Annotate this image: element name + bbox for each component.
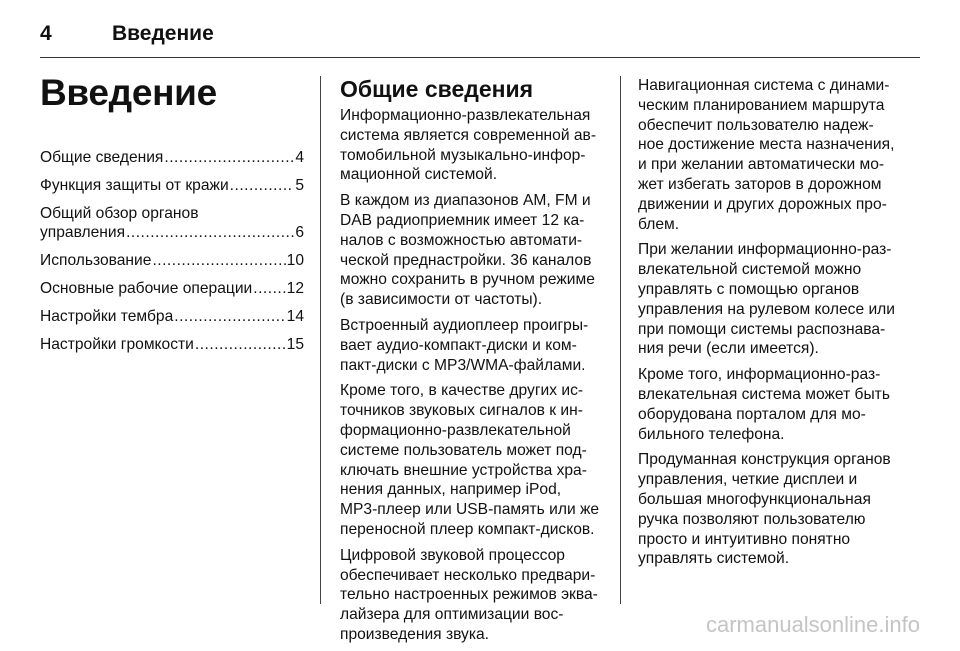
toc-page-number: 4 (295, 149, 304, 166)
toc-entry-label: Использование (40, 252, 152, 270)
text-line: ческой преднастройки. 36 каналов (340, 251, 592, 269)
toc-page-number: 10 (286, 252, 304, 270)
text-line: просто и интуитивно понятно (638, 530, 851, 548)
column-3-text (638, 76, 902, 569)
text-line: ключать внешние устройства хра- (340, 461, 587, 479)
paragraph (340, 191, 604, 310)
chapter-title: Введение (40, 72, 217, 113)
text-line: движении и других дорожных про- (638, 195, 887, 213)
page-header (40, 18, 214, 50)
paragraph (638, 450, 902, 569)
toc-leader-dots (164, 148, 294, 168)
text-line: влекательная система может быть (638, 385, 890, 403)
text-line: Навигационная система с динами- (638, 77, 890, 94)
toc-entry-label: Общий обзор органов (40, 204, 199, 222)
text-line: большая многофункциональная (638, 490, 871, 508)
toc-entry[interactable] (40, 307, 304, 327)
paragraph (340, 546, 604, 645)
text-line: (в зависимости от частоты). (340, 291, 543, 309)
text-line: и при желании автоматически мо- (638, 156, 885, 174)
page-number: 4 (40, 22, 52, 45)
text-line: ручка позволяют пользователю (638, 510, 866, 528)
text-line: управления на рулевом колесе или (638, 300, 895, 318)
text-line: Встроенный аудиоплеер проигры- (340, 316, 589, 334)
toc-entry-label: Функция защиты от кражи (40, 176, 229, 194)
text-line: DAB радиоприемник имеет 12 ка- (340, 211, 585, 229)
text-line: лайзера для оптимизации вос- (340, 606, 564, 624)
text-line: можно сохранить в ручном режиме (340, 271, 595, 289)
text-line: точников звуковых сигналов к ин- (340, 402, 583, 420)
paragraph (638, 365, 902, 444)
text-line: томобильной музыкально-инфор- (340, 146, 586, 164)
running-header-title: Введение (112, 22, 214, 45)
column-divider-2 (620, 76, 621, 604)
toc-entry[interactable] (40, 335, 304, 355)
toc-page-number: 14 (286, 307, 304, 325)
text-line: формационно-развлекательной (340, 421, 571, 439)
text-line: пакт-диски с MP3/WMA-файлами. (340, 356, 586, 374)
toc-entry-label: Общие сведения (40, 149, 164, 166)
paragraph (638, 240, 902, 359)
column-2-text (340, 106, 604, 645)
text-line: При желании информационно-раз- (638, 241, 892, 259)
text-line: Кроме того, информационно-раз- (638, 366, 881, 384)
text-line: жет избегать заторов в дорожном (638, 175, 882, 193)
text-line: MP3-плеер или USB-память или же (340, 501, 600, 519)
text-line: переносной плеер компакт-дисков. (340, 520, 595, 538)
toc-entry-label: Настройки тембра (40, 307, 174, 325)
text-line: обеспечивает несколько предвари- (340, 566, 596, 584)
toc-leader-dots (152, 251, 285, 271)
text-line: обеспечит пользователю надеж- (638, 116, 874, 134)
content-column-3 (638, 76, 902, 575)
toc-page-number: 12 (286, 279, 304, 297)
text-line: Информационно-развлекательная (340, 107, 591, 124)
text-line: при помощи системы распознава- (638, 320, 886, 338)
toc-leader-dots (174, 307, 285, 327)
toc-leader-dots (253, 279, 285, 299)
toc-page-number: 15 (286, 335, 304, 353)
toc-entry[interactable] (40, 176, 304, 196)
text-line: системе пользователь может под- (340, 441, 587, 459)
text-line: Продуманная конструкция органов (638, 451, 891, 469)
text-line: ческим планированием маршрута (638, 96, 885, 114)
toc-column (40, 70, 304, 362)
text-line: вает аудио-компакт-диски и ком- (340, 336, 577, 354)
text-line: влекательной системой можно (638, 261, 862, 279)
text-line: система является современной ав- (340, 126, 597, 144)
text-line: Кроме того, в качестве других ис- (340, 382, 584, 400)
text-line: произведения звука. (340, 625, 490, 643)
toc-entry[interactable] (40, 279, 304, 299)
toc-page-number: 6 (295, 224, 304, 242)
text-line: Цифровой звуковой процессор (340, 546, 565, 564)
watermark: carmanualsonline.info (705, 612, 920, 637)
column-divider-1 (320, 76, 321, 604)
toc-entry-label: Настройки громкости (40, 335, 194, 353)
text-line: нения данных, например iPod, (340, 481, 562, 499)
text-line: налов с возможностью автомати- (340, 231, 583, 249)
toc-entry[interactable] (40, 251, 304, 271)
text-line: управлять с помощью органов (638, 280, 860, 298)
paragraph (340, 316, 604, 375)
text-line: мационной системой. (340, 166, 498, 184)
text-line: тельно настроенных режимов эква- (340, 586, 598, 604)
section-title: Общие сведения (340, 76, 534, 102)
toc-leader-dots (126, 223, 294, 243)
text-line: оборудована порталом для мо- (638, 405, 866, 423)
table-of-contents (40, 148, 304, 354)
paragraph (340, 106, 604, 185)
text-line: бильного телефона. (638, 425, 785, 443)
toc-page-number: 5 (295, 176, 304, 194)
toc-leader-dots (195, 335, 286, 355)
content-column-2 (340, 76, 604, 651)
toc-entry-label: управления (40, 224, 126, 242)
toc-leader-dots (230, 176, 295, 196)
toc-entry[interactable] (40, 204, 304, 244)
text-line: ное достижение места назначения, (638, 136, 895, 154)
paragraph (638, 76, 902, 234)
text-line: управлять системой. (638, 550, 790, 568)
text-line: управления, четкие дисплеи и (638, 471, 858, 489)
toc-entry-label: Основные рабочие операции (40, 279, 253, 297)
text-line: ния речи (если имеется). (638, 340, 819, 358)
toc-entry[interactable] (40, 148, 304, 168)
paragraph (340, 381, 604, 539)
text-line: блем. (638, 215, 680, 233)
text-line: В каждом из диапазонов AM, FM и (340, 192, 591, 210)
header-divider (40, 57, 920, 58)
